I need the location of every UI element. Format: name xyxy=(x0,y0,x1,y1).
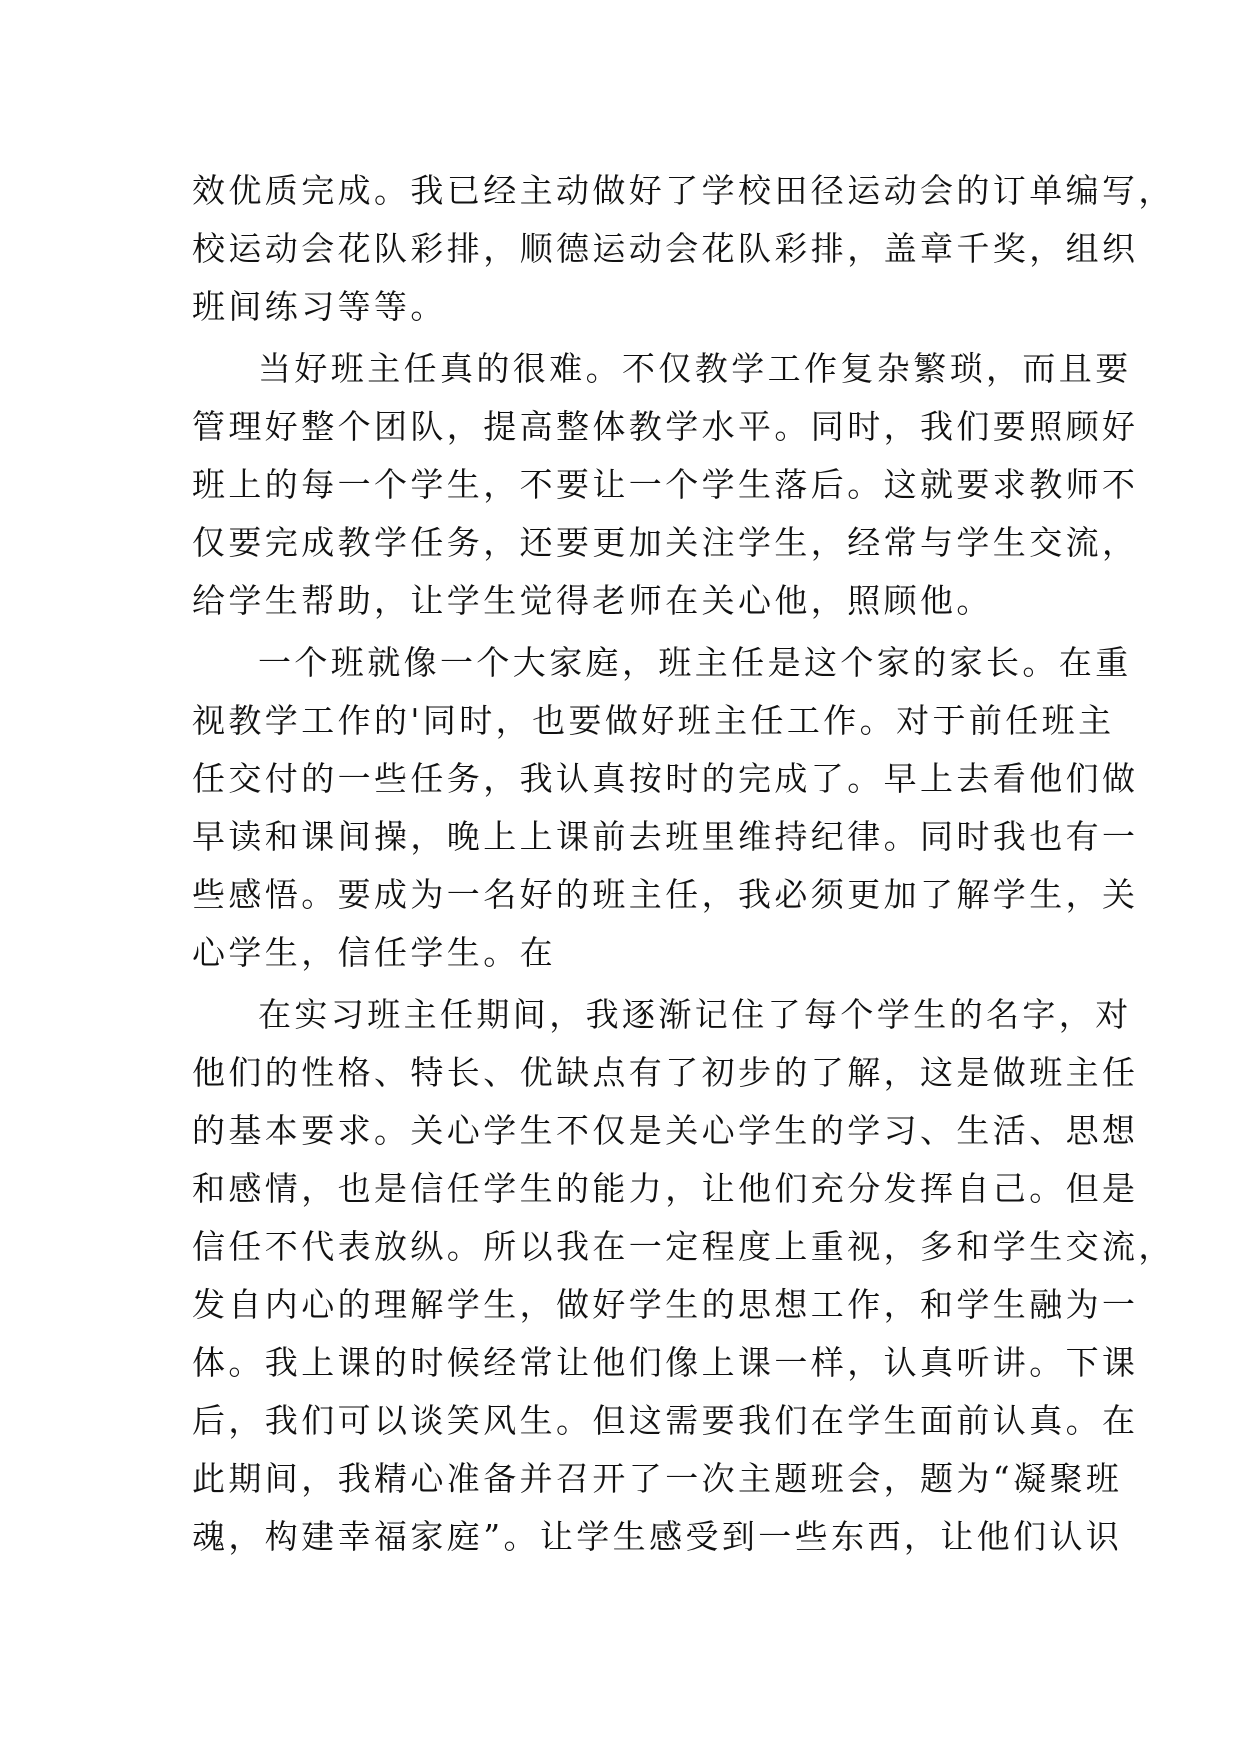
text-line: 在实习班主任期间，我逐渐记住了每个学生的名字，对 xyxy=(258,995,1132,1034)
text-line: 和感情，也是信任学生的能力，让他们充分发挥自己。但是 xyxy=(192,1169,1139,1208)
text-line: 效优质完成。我已经主动做好了学校田径运动会的订单编写， xyxy=(192,171,1175,210)
text-line: 任交付的一些任务，我认真按时的完成了。早上去看他们做 xyxy=(192,759,1139,798)
text-line: 班上的每一个学生，不要让一个学生落后。这就要求教师不 xyxy=(192,465,1139,504)
text-line: 视教学工作的'同时，也要做好班主任工作。对于前任班主 xyxy=(192,701,1115,740)
text-line: 班间练习等等。 xyxy=(192,287,447,326)
text-line: 体。我上课的时候经常让他们像上课一样，认真听讲。下课 xyxy=(192,1343,1139,1382)
text-line: 一个班就像一个大家庭，班主任是这个家的家长。在重 xyxy=(258,643,1132,682)
text-line: 此期间，我精心准备并召开了一次主题班会，题为“凝聚班 xyxy=(192,1459,1123,1498)
paragraph xyxy=(192,340,1139,630)
text-line: 后，我们可以谈笑风生。但这需要我们在学生面前认真。在 xyxy=(192,1401,1139,1440)
text-line: 校运动会花队彩排，顺德运动会花队彩排，盖章千奖，组织 xyxy=(192,229,1139,268)
text-line: 发自内心的理解学生，做好学生的思想工作，和学生融为一 xyxy=(192,1285,1139,1324)
paragraph xyxy=(192,634,1139,982)
text-line: 信任不代表放纵。所以我在一定程度上重视，多和学生交流， xyxy=(192,1227,1175,1266)
document-body xyxy=(192,162,1175,1566)
paragraph xyxy=(192,986,1175,1566)
text-line: 魂，构建幸福家庭”。让学生感受到一些东西，让他们认识 xyxy=(192,1517,1123,1556)
text-line: 管理好整个团队，提高整体教学水平。同时，我们要照顾好 xyxy=(192,407,1139,446)
text-line: 的基本要求。关心学生不仅是关心学生的学习、生活、思想 xyxy=(192,1111,1139,1150)
text-line: 心学生，信任学生。在 xyxy=(192,933,556,972)
text-line: 些感悟。要成为一名好的班主任，我必须更加了解学生，关 xyxy=(192,875,1139,914)
text-line: 早读和课间操，晚上上课前去班里维持纪律。同时我也有一 xyxy=(192,817,1139,856)
text-line: 给学生帮助，让学生觉得老师在关心他，照顾他。 xyxy=(192,581,993,620)
paragraph xyxy=(192,162,1175,336)
text-line: 他们的性格、特长、优缺点有了初步的了解，这是做班主任 xyxy=(192,1053,1139,1092)
text-line: 当好班主任真的很难。不仅教学工作复杂繁琐，而且要 xyxy=(258,349,1132,388)
text-line: 仅要完成教学任务，还要更加关注学生，经常与学生交流， xyxy=(192,523,1139,562)
